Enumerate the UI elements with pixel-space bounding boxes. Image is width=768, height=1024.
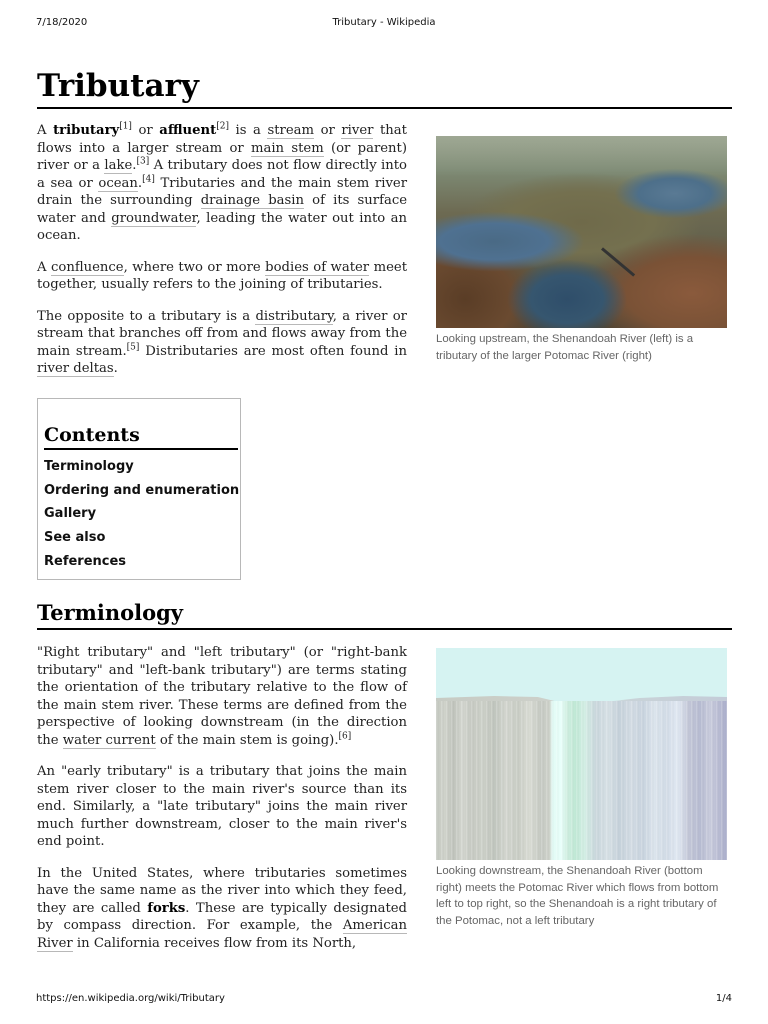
link-water-current[interactable]: water current [62,732,156,748]
reference-link-1[interactable]: [1] [119,121,132,132]
photo-body [436,701,727,860]
text: Distributaries are most often found in [139,343,407,359]
toc-title: Contents [44,422,238,450]
figure-caption: Looking upstream, the Shenandoah River (left) is a tributary of the larger Potomac River (right) [436,333,694,362]
text: . These are typically designated by compass direction. For example, the [37,900,407,933]
text: Tributaries and the main stem river drain the surrounding [37,175,408,208]
text: . [137,175,143,191]
terminology-section [37,644,407,966]
link-river[interactable]: river [341,123,374,138]
text: (or parent) river or a [37,140,407,173]
river-downstream-photo[interactable] [436,648,727,860]
text: "Right tributary" and "left tributary" (or "right-bank tributary" and "left-bank tributary") are terms stating the orientation of the tributary relative to the flow of the main stem river. These terms are defined from the perspective of looking downstream (in the direction the [37,645,407,748]
text: A [37,259,51,275]
text: , leading the water out into an ocean. [37,210,407,243]
figure-shenandoah-upstream [436,136,727,364]
reference-link-2[interactable]: [2] [216,121,229,132]
text: . [113,361,118,376]
text: . [132,158,137,173]
print-footer [0,993,768,1007]
text: meet together, usually refers to the joining of tributaries. [37,259,407,292]
toc-item-ordering-and-enumeration[interactable]: Ordering and enumeration [44,482,240,498]
link-confluence[interactable]: confluence [51,259,124,275]
bold-term-tributary: tributary [53,123,120,138]
figure-shenandoah-downstream [436,648,727,929]
link-stream[interactable]: stream [267,123,315,138]
reference-link-4[interactable]: [4] [142,174,155,185]
print-page-number: 1/4 [715,993,732,1004]
text: or [314,123,342,138]
photo-haze [436,136,727,176]
article-title: Tributary [37,66,732,109]
photo-bridge [601,248,635,277]
toc-item-references[interactable]: References [44,553,127,569]
river-aerial-photo[interactable] [436,136,727,328]
text: of the main stem is going). [155,732,339,748]
link-groundwater[interactable]: groundwater [111,210,197,226]
print-page-title: Tributary - Wikipedia [332,17,436,28]
link-bodies-of-water[interactable]: bodies of water [265,259,370,275]
link-ocean[interactable]: ocean [98,175,138,191]
intro-section [37,122,407,392]
print-header [0,17,768,31]
link-main-stem[interactable]: main stem [250,140,324,156]
link-distributary[interactable]: distributary [255,308,333,324]
terminology-paragraph-2: An "early tributary" is a tributary that joins the main stem river closer to the main river's source than its end. Similarly, a "late tributary" joins the main river much further downstream, closer to the main river's end point. [37,764,407,849]
reference-link-3[interactable]: [3] [136,156,150,167]
text: A [37,123,54,138]
text: , a river or stream that branches off from and flows away from the main stream. [37,308,407,359]
link-river-deltas[interactable]: river deltas [37,361,114,376]
reference-link-6[interactable]: [6] [338,731,352,742]
toc-list [44,458,239,576]
link-american-river[interactable]: American River [37,918,407,951]
toc-item-see-also[interactable]: See also [44,530,106,546]
bold-term-affluent: affluent [159,123,217,138]
toc-item-terminology[interactable]: Terminology [44,459,134,474]
terminology-paragraph-1 [37,644,407,749]
text: , where two or more [123,259,266,275]
text: A tributary does not flow directly into a sea or [37,158,407,191]
print-date: 7/18/2020 [36,17,88,28]
link-drainage-basin[interactable]: drainage basin [200,193,305,208]
section-heading-terminology: Terminology [37,598,732,630]
toc-item-gallery[interactable]: Gallery [44,506,97,522]
figure-caption: Looking downstream, the Shenandoah River (bottom right) meets the Potomac River which flows from bottom left to top right, so the Shenandoah is a right tributary of the Potomac, not a left tributary [436,865,719,927]
intro-paragraph-3 [37,308,407,378]
reference-link-5[interactable]: [5] [126,342,140,353]
bold-term-forks: forks [147,900,186,916]
text: in California receives flow from its North, [72,935,357,951]
text: or [131,123,160,138]
table-of-contents [37,398,241,580]
link-lake[interactable]: lake [104,158,133,173]
terminology-paragraph-3 [37,865,407,953]
print-url: https://en.wikipedia.org/wiki/Tributary [36,993,225,1004]
text: that flows into a larger stream or [37,123,407,156]
text: In the United States, where tributaries sometimes have the same name as the river into which they feed, they are called [37,865,407,916]
intro-paragraph-2 [37,259,407,294]
text: The opposite to a tributary is a [37,308,256,324]
intro-paragraph-1 [37,122,407,245]
text: is a [228,123,268,138]
text: of its surface water and [37,193,408,226]
